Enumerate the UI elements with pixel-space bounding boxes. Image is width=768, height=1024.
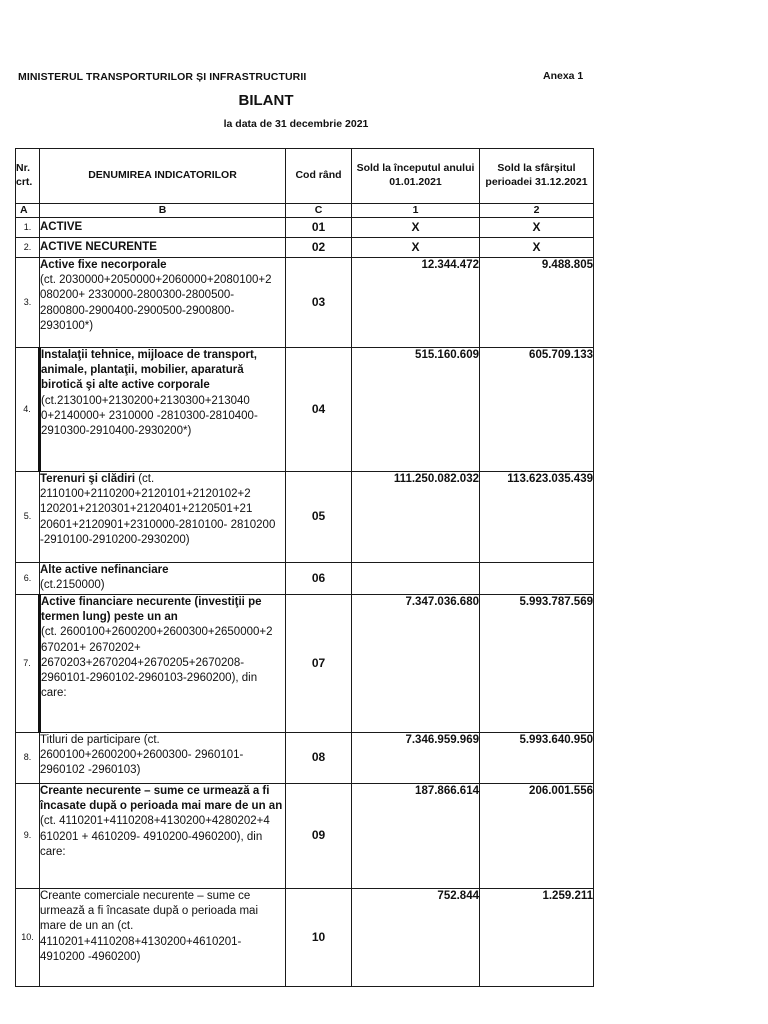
letter-a: A <box>16 204 40 218</box>
row-end-balance: 206.001.556 <box>480 784 594 889</box>
row-end-balance: 9.488.805 <box>480 258 594 348</box>
row-name: ACTIVE NECURENTE <box>40 238 286 258</box>
row-end-balance: 5.993.787.569 <box>480 595 594 733</box>
header-name: DENUMIREA INDICATORILOR <box>40 149 286 204</box>
row-name: Terenuri şi clădiri <box>40 473 136 485</box>
row-accounts: (ct.2150000) <box>40 579 105 592</box>
letter-1: 1 <box>352 204 480 218</box>
row-accounts: Titluri de participare (ct. 2600100+2600200+2600300- 2960101-2960102 -2960103) <box>40 733 286 784</box>
row-start-balance: 7.347.036.680 <box>352 595 480 733</box>
row-start-balance: X <box>352 238 480 258</box>
row-description-cell <box>40 784 286 889</box>
header-start-balance: Sold la începutul anului 01.01.2021 <box>352 149 480 204</box>
row-name: Instalaţii tehnice, mijloace de transport, animale, plantaţii, mobilier, aparatură birotică şi alte active corporale <box>41 349 258 392</box>
row-end-balance: X <box>480 218 594 238</box>
row-code: 03 <box>286 258 352 348</box>
row-start-balance: 7.346.959.969 <box>352 733 480 784</box>
row-number: 10. <box>16 889 40 987</box>
row-start-balance: 752.844 <box>352 889 480 987</box>
row-description-cell <box>40 563 286 595</box>
row-code: 09 <box>286 784 352 889</box>
row-name: Active fixe necorporale <box>40 259 167 271</box>
row-accounts: (ct.2130100+2130200+2130300+213040 0+2140000+ 2310000 -2810300-2810400- 2910300-2910400-2930200*) <box>41 394 258 437</box>
row-end-balance: 1.259.211 <box>480 889 594 987</box>
row-number: 5. <box>16 472 40 563</box>
row-code: 10 <box>286 889 352 987</box>
row-description-cell <box>40 258 286 348</box>
document-date: la data de 31 decembrie 2021 <box>223 118 369 130</box>
table-row <box>16 348 594 472</box>
row-number: 1. <box>16 218 40 238</box>
row-end-balance: X <box>480 238 594 258</box>
table-row <box>16 218 594 238</box>
header-row <box>16 149 594 204</box>
row-end-balance <box>480 563 594 595</box>
ministry-name: MINISTERUL TRANSPORTURILOR ȘI INFRASTRUCTURII <box>18 71 307 83</box>
row-start-balance <box>352 563 480 595</box>
row-start-balance: 12.344.472 <box>352 258 480 348</box>
row-end-balance: 605.709.133 <box>480 348 594 472</box>
row-number: 3. <box>16 258 40 348</box>
row-start-balance: 515.160.609 <box>352 348 480 472</box>
row-end-balance: 113.623.035.439 <box>480 472 594 563</box>
row-name: Active financiare necurente (investiţii pe termen lung) peste un an <box>41 596 262 624</box>
balance-sheet-table <box>15 148 594 987</box>
letter-c: C <box>286 204 352 218</box>
row-code: 05 <box>286 472 352 563</box>
header-code: Cod rând <box>286 149 352 204</box>
row-number: 8. <box>16 733 40 784</box>
row-number: 4. <box>16 348 40 472</box>
row-start-balance: 187.866.614 <box>352 784 480 889</box>
row-name: Alte active nefinanciare <box>40 564 169 576</box>
table-row <box>16 472 594 563</box>
annex-label: Anexa 1 <box>543 70 584 82</box>
row-start-balance: 111.250.082.032 <box>352 472 480 563</box>
header-nr: Nr. crt. <box>16 149 40 204</box>
row-name: ACTIVE <box>40 218 286 238</box>
letter-2: 2 <box>480 204 594 218</box>
table-row <box>16 889 594 987</box>
row-code: 07 <box>286 595 352 733</box>
letter-b: B <box>40 204 286 218</box>
row-accounts: (ct. 2110100+2110200+2120101+2120102+2 120201+2120301+2120401+2120501+21 20601+2120901+2310000-2810100- 2810200 -2910100-2910200-2930200) <box>40 473 276 546</box>
document-title: BILANT <box>238 92 294 109</box>
row-description-cell <box>40 595 286 733</box>
row-accounts: (ct. 2600100+2600200+2600300+2650000+2 670201+ 2670202+ 2670203+2670204+2670205+2670208- 2960101-2960102-2960103-2960200), din care: <box>41 626 273 700</box>
row-number: 9. <box>16 784 40 889</box>
row-code: 01 <box>286 218 352 238</box>
row-number: 7. <box>16 595 40 733</box>
row-code: 04 <box>286 348 352 472</box>
row-description-cell <box>40 348 286 472</box>
table-row <box>16 258 594 348</box>
row-end-balance: 5.993.640.950 <box>480 733 594 784</box>
row-number: 6. <box>16 563 40 595</box>
row-start-balance: X <box>352 218 480 238</box>
row-accounts: (ct. 2030000+2050000+2060000+2080100+2 080200+ 2330000-2800300-2800500- 2800800-2900400-2900500-2900800- 2930100*) <box>40 274 272 332</box>
table-row <box>16 595 594 733</box>
row-accounts: (ct. 4110201+4110208+4130200+4280202+4 610201 + 4610209- 4910200-4960200), din care: <box>40 815 270 858</box>
row-accounts: Creante comerciale necurente – sume ce urmează a fi încasate după o perioada mai mare de un an (ct. 4110201+4110208+4130200+4610201- 4910200 -4960200) <box>40 889 286 987</box>
row-code: 08 <box>286 733 352 784</box>
table-row <box>16 563 594 595</box>
column-letters-row <box>16 204 594 218</box>
row-description-cell <box>40 472 286 563</box>
row-number: 2. <box>16 238 40 258</box>
table-row <box>16 733 594 784</box>
header-end-balance: Sold la sfârșitul perioadei 31.12.2021 <box>480 149 594 204</box>
row-name: Creante necurente – sume ce urmează a fi încasate după o perioada mai mare de un an <box>40 785 283 813</box>
table-row <box>16 784 594 889</box>
table-row <box>16 238 594 258</box>
row-code: 02 <box>286 238 352 258</box>
row-code: 06 <box>286 563 352 595</box>
